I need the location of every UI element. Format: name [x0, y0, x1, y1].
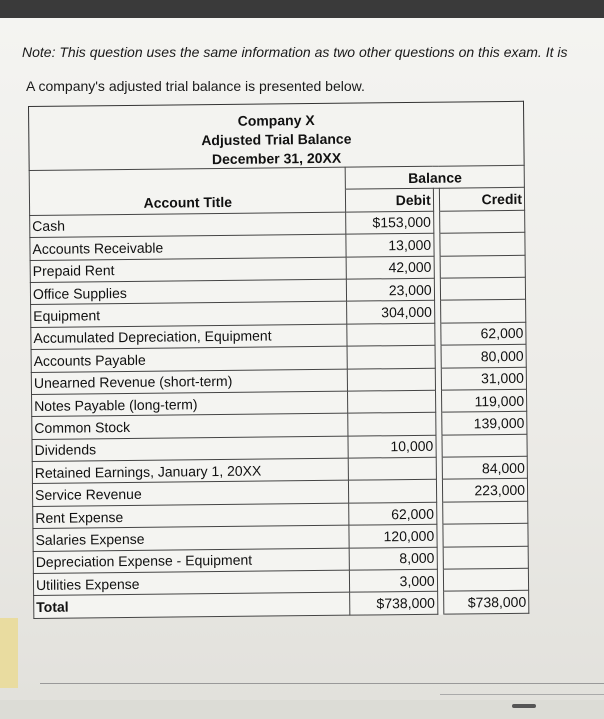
balance-column-header: Balance — [346, 165, 525, 189]
account-cell: Service Revenue — [32, 481, 349, 507]
account-cell: Depreciation Expense - Equipment — [33, 548, 350, 574]
debit-cell: $153,000 — [346, 211, 433, 234]
question-note: Note: This question uses the same information as two other questions on this exam. It is — [22, 44, 568, 60]
debit-cell: 120,000 — [349, 524, 436, 547]
trial-balance-table — [29, 165, 530, 619]
credit-cell: 62,000 — [441, 322, 526, 345]
paper-background — [0, 18, 604, 700]
debit-cell — [348, 390, 435, 413]
credit-cell — [442, 501, 527, 524]
account-title-header: Account Title — [29, 190, 346, 216]
debit-cell: 42,000 — [347, 256, 434, 279]
total-debit: $738,000 — [350, 592, 437, 615]
account-cell: Cash — [30, 212, 347, 238]
credit-cell: 139,000 — [441, 412, 526, 435]
credit-cell — [443, 524, 528, 547]
debit-cell: 13,000 — [346, 233, 433, 256]
account-cell: Utilities Expense — [33, 570, 350, 596]
debit-cell — [347, 323, 434, 346]
top-bar — [0, 0, 604, 18]
debit-cell: 8,000 — [350, 547, 437, 570]
trial-balance-header — [28, 101, 525, 171]
scrollbar-thumb[interactable] — [512, 704, 536, 708]
debit-cell — [348, 368, 435, 391]
account-cell: Salaries Expense — [33, 525, 350, 551]
credit-cell — [440, 232, 525, 255]
account-cell: Retained Earnings, January 1, 20XX — [32, 458, 349, 484]
credit-cell: 223,000 — [442, 479, 527, 502]
debit-header: Debit — [346, 189, 433, 212]
credit-header: Credit — [439, 188, 524, 211]
account-cell: Unearned Revenue (short-term) — [31, 369, 348, 395]
credit-cell — [440, 300, 525, 323]
divider-line — [40, 683, 604, 684]
account-cell: Accumulated Depreciation, Equipment — [31, 324, 348, 350]
credit-cell — [442, 434, 527, 457]
credit-cell — [443, 568, 528, 591]
total-credit: $738,000 — [443, 591, 528, 614]
account-cell: Notes Payable (long-term) — [32, 391, 349, 417]
credit-cell — [440, 277, 525, 300]
credit-cell — [439, 210, 524, 233]
yellow-strip — [0, 618, 18, 688]
debit-cell — [347, 345, 434, 368]
debit-cell: 23,000 — [347, 278, 434, 301]
credit-cell — [440, 255, 525, 278]
report-title: Adjusted Trial Balance — [201, 130, 352, 149]
debit-cell — [349, 480, 436, 503]
debit-cell — [348, 413, 435, 436]
total-row — [34, 591, 529, 619]
debit-cell: 10,000 — [348, 435, 435, 458]
trial-balance-sheet — [28, 101, 530, 646]
credit-cell: 31,000 — [441, 367, 526, 390]
debit-cell: 3,000 — [350, 569, 437, 592]
account-cell: Prepaid Rent — [30, 257, 347, 283]
account-cell: Accounts Payable — [31, 346, 348, 372]
debit-cell: 62,000 — [349, 502, 436, 525]
account-cell: Equipment — [31, 302, 348, 328]
credit-cell: 80,000 — [441, 344, 526, 367]
company-name: Company X — [237, 111, 315, 129]
total-label: Total — [34, 593, 351, 619]
account-cell: Accounts Receivable — [30, 234, 347, 260]
debit-cell: 304,000 — [347, 301, 434, 324]
account-cell: Common Stock — [32, 413, 349, 439]
account-cell: Office Supplies — [30, 279, 347, 305]
credit-cell — [443, 546, 528, 569]
question-intro: A company's adjusted trial balance is presented below. — [26, 78, 365, 94]
account-cell: Rent Expense — [33, 503, 350, 529]
credit-cell: 119,000 — [441, 389, 526, 412]
credit-cell: 84,000 — [442, 456, 527, 479]
debit-cell — [349, 457, 436, 480]
report-date: December 31, 20XX — [211, 149, 342, 168]
account-cell: Dividends — [32, 436, 349, 462]
